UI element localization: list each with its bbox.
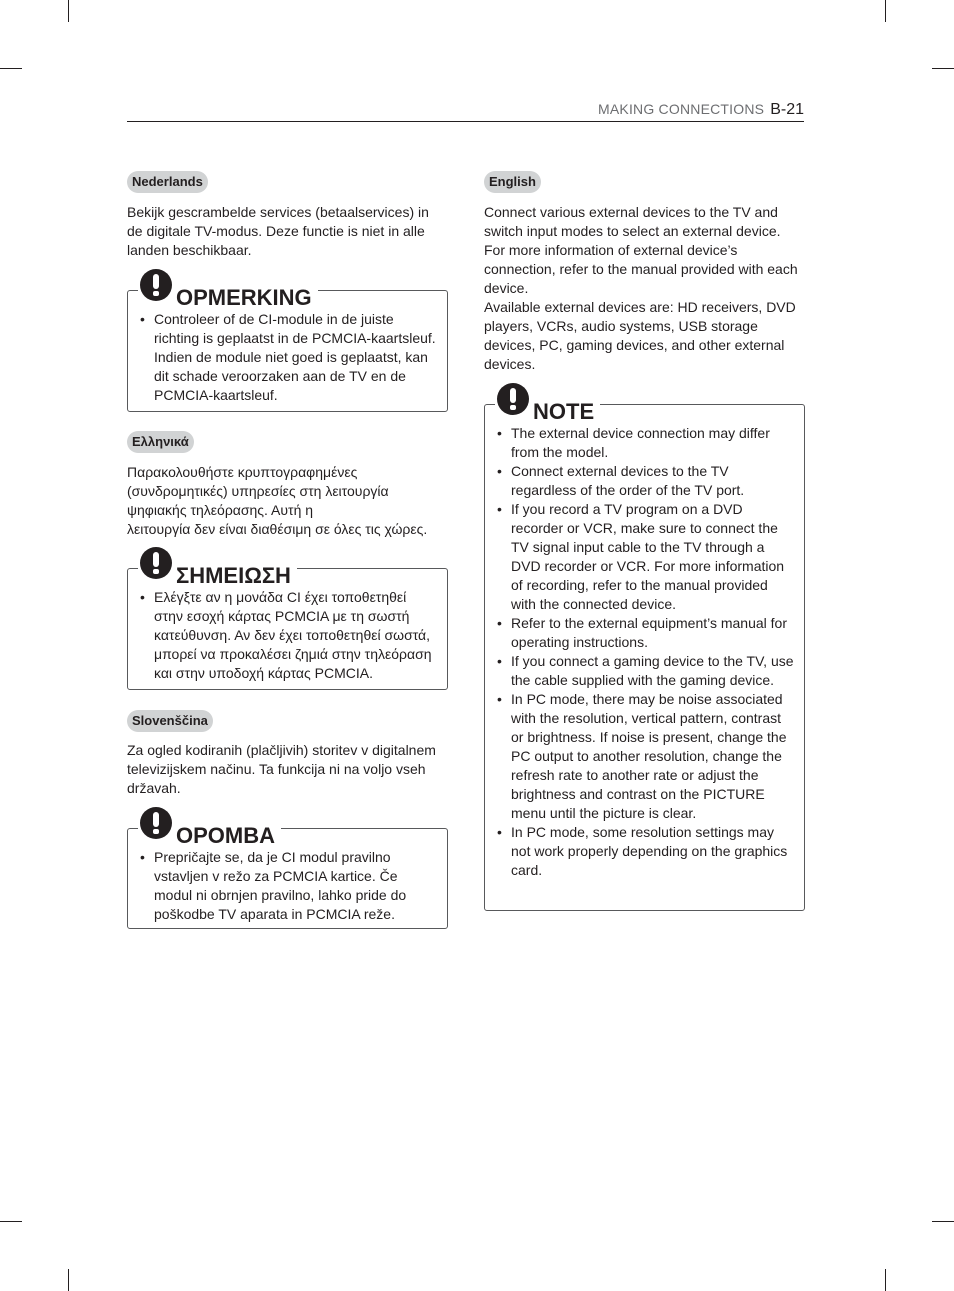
english-section [484,171,805,374]
paragraph: Bekijk gescrambelde services (betaalservices) in de digitale TV-modus. Deze functie is niet in alle landen beschikbaar. [127,204,429,258]
note-header [138,545,297,588]
dutch-section [127,171,448,260]
crop-mark [885,0,886,22]
slovene-section [127,710,448,798]
note-title: ΣΗΜΕΙΩΣΗ [176,563,291,588]
crop-mark [885,1269,886,1291]
paragraph: Παρακολουθήστε κρυπτογραφημένες (συνδρομητικές) υπηρεσίες στη λειτουργία ψηφιακής τηλεόρασης. Αυτή η λειτουργία δεν είναι διαθέσιμη σε όλες τις χώρες. [127,464,428,537]
exclamation-icon [140,807,172,839]
note-title: OPOMBA [176,823,275,848]
list-item: • In PC mode, some resolution settings may not work properly depending on the graphics card. [496,823,794,880]
note-box [484,399,805,911]
list-item: • In PC mode, there may be noise associated with the resolution, vertical pattern, contrast or brightness. If noise is present, change the PC output to another resolution, change the refresh rate to another rate or adjust the brightness and contrast on the PICTURE menu until the picture is clear. [496,690,794,823]
section-title: MAKING CONNECTIONS [598,101,765,117]
note-header [138,267,318,310]
greek-section [127,431,448,539]
note-header [138,805,281,848]
list-item: • If you record a TV program on a DVD recorder or VCR, make sure to connect the TV signal input cable to the TV through a DVD recorder or VCR. For more information of recording, refer to the manual provided with the connected device. [496,500,794,614]
note-title: OPMERKING [176,285,312,310]
note-box [127,823,448,929]
list-item: • Prepričajte se, da je CI modul pravilno vstavljen v režo za PCMCIA kartice. Če modul ni obrnjen pravilno, lahko pride do poškodbe TV aparata in PCMCIA reže. [139,848,437,924]
crop-mark [0,68,22,69]
crop-mark [932,68,954,69]
exclamation-icon [140,269,172,301]
exclamation-icon [140,547,172,579]
note-box [127,563,448,690]
note-box [127,285,448,412]
list-item: • The external device connection may differ from the model. [496,424,794,462]
paragraph: Connect various external devices to the TV and switch input modes to select an external device. For more information of external device’s connection, refer to the manual provided with each device. [484,204,798,296]
crop-mark [0,1221,22,1222]
note-list [496,424,794,880]
note-list [139,848,437,924]
paragraph: Za ogled kodiranih (plačljivih) storitev v digitalnem televizijskem načinu. Ta funkcija ni na voljo vseh državah. [127,742,436,796]
note-list [139,588,437,683]
crop-mark [68,1269,69,1291]
note-title: NOTE [533,399,595,424]
language-label: English [484,171,541,193]
page-number: B-21 [770,101,804,118]
list-item: • Refer to the external equipment’s manual for operating instructions. [496,614,794,652]
crop-mark [932,1221,954,1222]
list-item: • Controleer of de CI-module in de juiste richting is geplaatst in de PCMCIA-kaartsleuf. Indien de module niet goed is geplaatst, kan dit schade veroorzaken aan de TV en de PCMCIA-kaartsleuf. [139,310,437,405]
exclamation-icon [497,383,529,415]
header-rule [127,121,804,122]
language-label: Ελληνικά [127,431,194,453]
list-item: • Connect external devices to the TV regardless of the order of the TV port. [496,462,794,500]
crop-mark [68,0,69,22]
language-label: Slovenščina [127,710,213,732]
list-item: • If you connect a gaming device to the TV, use the cable supplied with the gaming device. [496,652,794,690]
note-list [139,310,437,405]
note-header [495,381,600,424]
list-item: • Ελέγξτε αν η μονάδα CI έχει τοποθετηθεί στην εσοχή κάρτας PCMCIA με τη σωστή κατεύθυνση. Αν δεν έχει τοποθετηθεί σωστά, μπορεί να προκαλέσει ζημιά στην τηλεόραση και στην υποδοχή κάρτας PCMCIA. [139,588,437,683]
language-label: Nederlands [127,171,208,193]
paragraph: Available external devices are: HD receivers, DVD players, VCRs, audio systems, USB storage devices, PC, gaming devices, and other external devices. [484,299,796,372]
page-header [560,101,804,119]
